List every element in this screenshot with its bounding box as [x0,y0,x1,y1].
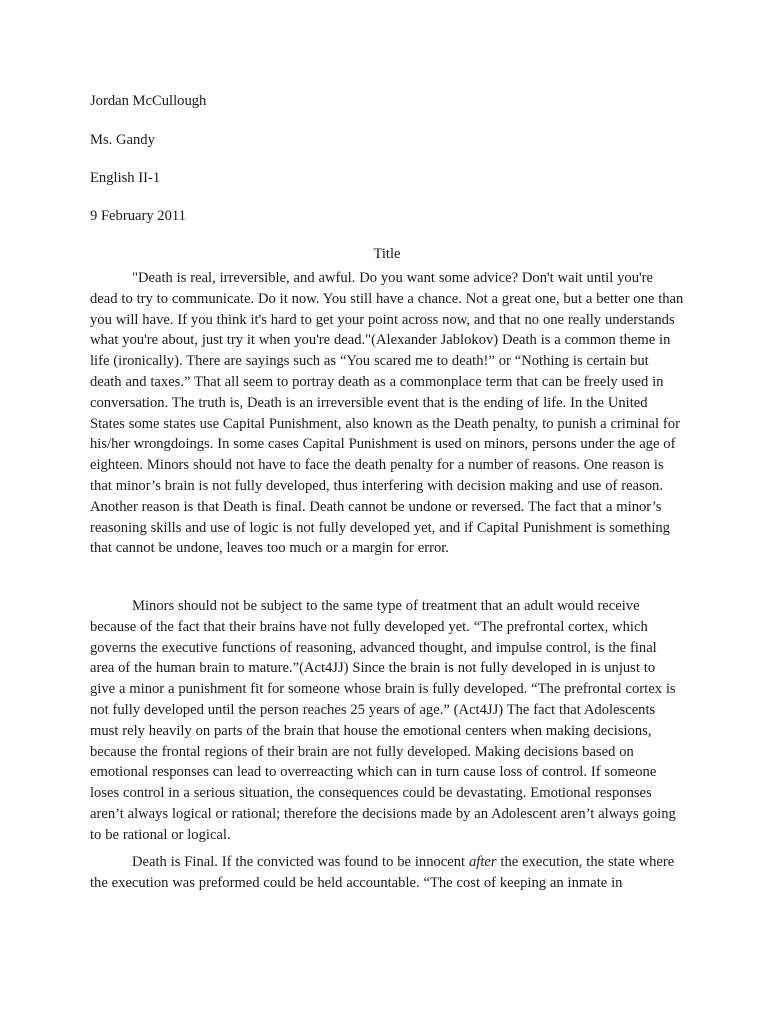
paragraph-2: Minors should not be subject to the same type of treatment that an adult would receive because of the fact that their brains have not fully developed yet. “The prefrontal cortex, which governs the executive functions of reasoning, advanced thought, and impulse control, is the final area of the human brain to mature.”(Act4JJ) Since the brain is not fully developed in is unjust to give a minor a punishment fit for someone whose brain is fully developed. “The prefrontal cortex is not fully developed until the person reaches 25 years of age.” (Act4JJ) The fact that Adolescents must rely heavily on parts of the brain that house the emotional centers when making decisions, because the frontal regions of their brain are not fully developed. Making decisions based on emotional responses can lead to overreacting which can in turn cause loss of control. If someone loses control in a serious situation, the consequences could be devastating. Emotional responses aren’t always logical or rational; therefore the decisions made by an Adolescent aren’t always going to be rational or logical. [90,598,676,843]
course-name: English II-1 [90,170,161,186]
paragraph-3-end: the execution, the state where the execution was preformed could be held accountable. “The cost of keeping an inmate in [90,854,675,891]
paragraph-3-start: Death is Final. If the convicted was found to be innocent [132,854,469,870]
paragraph-1: "Death is real, irreversible, and awful. Do you want some advice? Don't wait until you're dead to try to communicate. Do it now. You still have a chance. Not a great one, but a better one than you will have. If you think it's hard to get your point across now, and that no one really understands what you're about, just try it when you're dead."(Alexander Jablokov) Death is a common theme in life (ironically). There are sayings such as “You scared me to death!” or “Nothing is certain but death and taxes.” That all seem to portray death as a commonplace term that can be freely used in conversation. The truth is, Death is an irreversible event that is the ending of life. In the United States some states use Capital Punishment, also known as the Death penalty, to punish a criminal for his/her wrongdoings. In some cases Capital Punishment is used on minors, persons under the age of eighteen. Minors should not have to face the death penalty for a number of reasons. One reason is that minor’s brain is not fully developed, thus interfering with decision making and use of reason. Another reason is that Death is final. Death cannot be undone or reversed. The fact that a minor’s reasoning skills and use of logic is not fully developed yet, and if Capital Punishment is something that cannot be undone, leaves too much or a margin for error. [90,270,684,557]
essay-date: 9 February 2011 [90,208,186,224]
author-name: Jordan McCullough [90,93,207,109]
paragraph-3 [90,852,684,894]
teacher-name: Ms. Gandy [90,132,155,148]
essay-title: Title [373,246,401,262]
paragraph-3-italic: after [468,854,497,870]
